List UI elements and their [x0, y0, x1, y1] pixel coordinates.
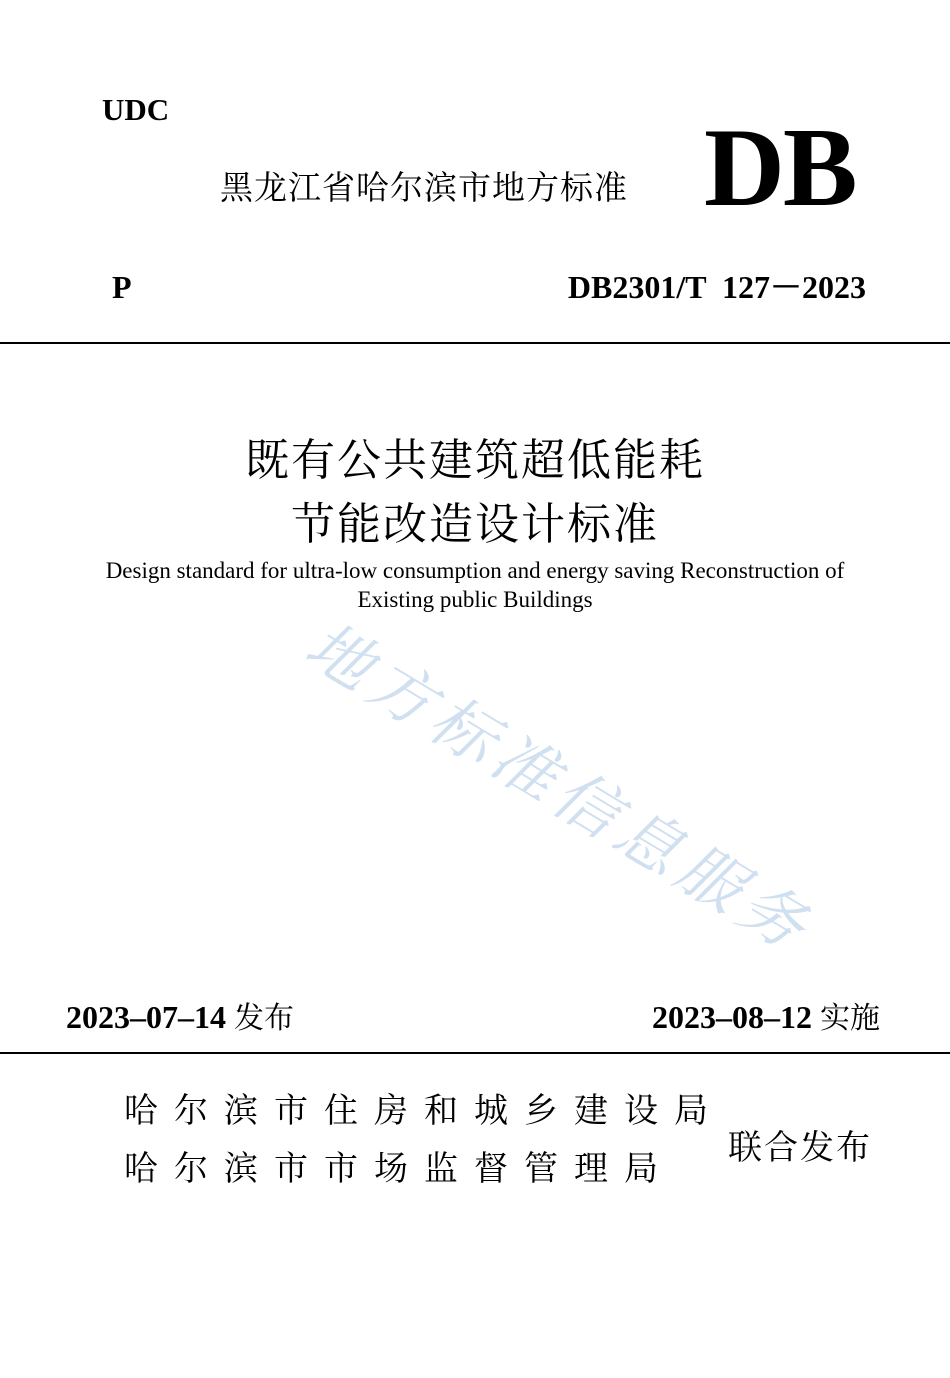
issue-date-row [66, 997, 294, 1039]
classification-code: P [112, 269, 132, 305]
region-standard-title: 黑龙江省哈尔滨市地方标准 [220, 168, 628, 207]
db-mark: DB [704, 106, 856, 230]
implement-date: 2023–08–12 [652, 999, 812, 1035]
issue-suffix: 发布 [234, 1001, 294, 1036]
title-cn-line2: 节能改造设计标准 [291, 499, 659, 550]
title-cn-line1: 既有公共建筑超低能耗 [245, 435, 705, 486]
implement-date-row [652, 997, 880, 1039]
watermark: 地方标准信息服务 [292, 608, 825, 969]
title-en-line1: Design standard for ultra-low consumption and energy saving Reconstruction of [105, 558, 845, 583]
issue-date: 2023–07–14 [66, 999, 226, 1035]
standard-number: DB2301/T 127－2023 [567, 269, 866, 305]
implement-suffix: 实施 [820, 1001, 880, 1036]
bottom-divider [0, 1052, 950, 1054]
top-divider [0, 342, 950, 344]
title-en-line2: Existing public Buildings [357, 587, 593, 612]
title-en [60, 556, 890, 614]
issuer-line1: 哈尔滨市住房和城乡建设局 [124, 1091, 724, 1131]
issuer-line2: 哈尔滨市市场监督管理局 [124, 1149, 674, 1189]
udc-label: UDC [102, 92, 170, 127]
joint-issue-label: 联合发布 [728, 1128, 872, 1168]
